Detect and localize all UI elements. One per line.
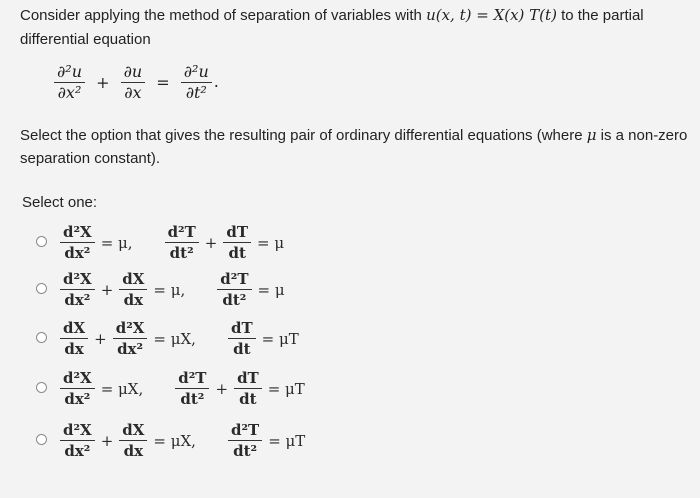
question-intro-end: to the partial xyxy=(556,7,644,24)
option-4-fraction xyxy=(234,368,262,409)
option-3-fraction xyxy=(113,318,148,359)
fraction-denominator: dx xyxy=(64,340,84,358)
fraction-numerator: dT xyxy=(223,222,251,243)
fraction-denominator: dt² xyxy=(222,291,247,309)
option-4[interactable] xyxy=(58,368,309,409)
option-4-fraction xyxy=(60,368,95,409)
question-text-line2: differential equation xyxy=(20,31,151,48)
fraction-numerator: dX xyxy=(119,269,147,290)
option-1-fraction xyxy=(60,222,95,263)
pde-equals: = xyxy=(156,73,170,92)
pde-term-uxx: $\frac{\text{∂²u}}{\text{∂x²}}$ xyxy=(54,62,85,103)
fraction-numerator: dT xyxy=(228,318,256,339)
fraction-numerator: dX xyxy=(119,420,147,441)
option-4-operator: = μT xyxy=(267,379,305,398)
fraction-denominator: dx xyxy=(123,442,144,460)
fraction-denominator: dt xyxy=(228,244,246,262)
mu-symbol: μ xyxy=(586,126,597,144)
fraction-numerator: d²T xyxy=(217,269,251,290)
option-2-operator: = μ, xyxy=(153,280,186,299)
option-5-operator: = μX, xyxy=(153,431,196,450)
option-radio-5[interactable] xyxy=(36,434,47,445)
option-1-operator: = μ xyxy=(257,233,285,252)
option-3-operator: = μT xyxy=(261,329,299,348)
option-1-operator: + xyxy=(204,233,218,252)
option-2-fraction xyxy=(217,269,251,310)
pde-period: . xyxy=(213,72,219,91)
option-3-fraction xyxy=(228,318,256,359)
fraction-denominator: dt xyxy=(239,390,257,408)
option-3-operator: + xyxy=(94,329,107,348)
fraction-denominator: dt² xyxy=(169,244,194,262)
option-radio-2[interactable] xyxy=(36,283,47,294)
option-5-fraction xyxy=(228,420,262,461)
fraction-numerator: d²T xyxy=(228,420,262,441)
option-4-operator: + xyxy=(215,379,229,398)
option-1-fraction xyxy=(165,222,199,263)
fraction-denominator: dt xyxy=(233,340,251,358)
option-1[interactable] xyxy=(58,222,288,263)
fraction-denominator: dx² xyxy=(64,244,91,262)
option-5-operator: = μT xyxy=(268,431,306,450)
option-2[interactable] xyxy=(58,269,289,310)
option-5-fraction xyxy=(60,420,95,461)
option-5-fraction xyxy=(119,420,147,461)
option-3-operator: = μX, xyxy=(153,329,196,348)
fraction-numerator: dT xyxy=(234,368,262,389)
option-3-fraction xyxy=(60,318,88,359)
pde-equation xyxy=(52,62,219,103)
instruction-line2: separation constant). xyxy=(20,150,161,167)
fraction-denominator: dx² xyxy=(64,291,91,309)
separation-ansatz: u(x, t) = X(x) T(t) xyxy=(426,6,557,24)
option-5-operator: + xyxy=(100,431,114,450)
option-2-fraction xyxy=(119,269,147,310)
fraction-denominator: dx² xyxy=(64,390,91,408)
option-radio-1[interactable] xyxy=(36,236,47,247)
question-intro: Consider applying the method of separation of variables with xyxy=(20,7,427,24)
fraction-numerator: d²X xyxy=(60,222,95,243)
fraction-numerator: d²T xyxy=(165,222,199,243)
fraction-numerator: d²X xyxy=(60,368,95,389)
option-2-operator: = μ xyxy=(257,280,285,299)
fraction-numerator: d²T xyxy=(175,368,209,389)
fraction-denominator: dt² xyxy=(180,390,205,408)
pde-term-utt: $\frac{\text{∂²u}}{\text{∂t²}}$ xyxy=(181,62,212,103)
fraction-denominator: dx² xyxy=(117,340,144,358)
option-radio-4[interactable] xyxy=(36,382,47,393)
option-4-fraction xyxy=(175,368,209,409)
option-radio-3[interactable] xyxy=(36,332,47,343)
fraction-denominator: dx xyxy=(123,291,144,309)
option-1-fraction xyxy=(223,222,251,263)
option-2-fraction xyxy=(60,269,95,310)
option-2-operator: + xyxy=(100,280,114,299)
instruction-line1: Select the option that gives the resulting pair of ordinary differential equations (where μ is a non-zero xyxy=(20,126,688,144)
option-4-operator: = μX, xyxy=(100,379,144,398)
option-1-operator: = μ, xyxy=(100,233,133,252)
question-text-line1 xyxy=(20,5,644,26)
pde-plus: + xyxy=(96,73,110,92)
option-3[interactable] xyxy=(58,318,303,359)
fraction-numerator: d²X xyxy=(113,318,148,339)
fraction-numerator: d²X xyxy=(60,420,95,441)
fraction-denominator: dx² xyxy=(64,442,91,460)
option-5[interactable] xyxy=(58,420,309,461)
pde-term-ux: $\frac{\partial u}{\partial x}$ xyxy=(121,62,146,103)
fraction-denominator: dt² xyxy=(233,442,258,460)
select-one-label: Select one: xyxy=(22,194,98,211)
fraction-numerator: d²X xyxy=(60,269,95,290)
fraction-numerator: dX xyxy=(60,318,88,339)
